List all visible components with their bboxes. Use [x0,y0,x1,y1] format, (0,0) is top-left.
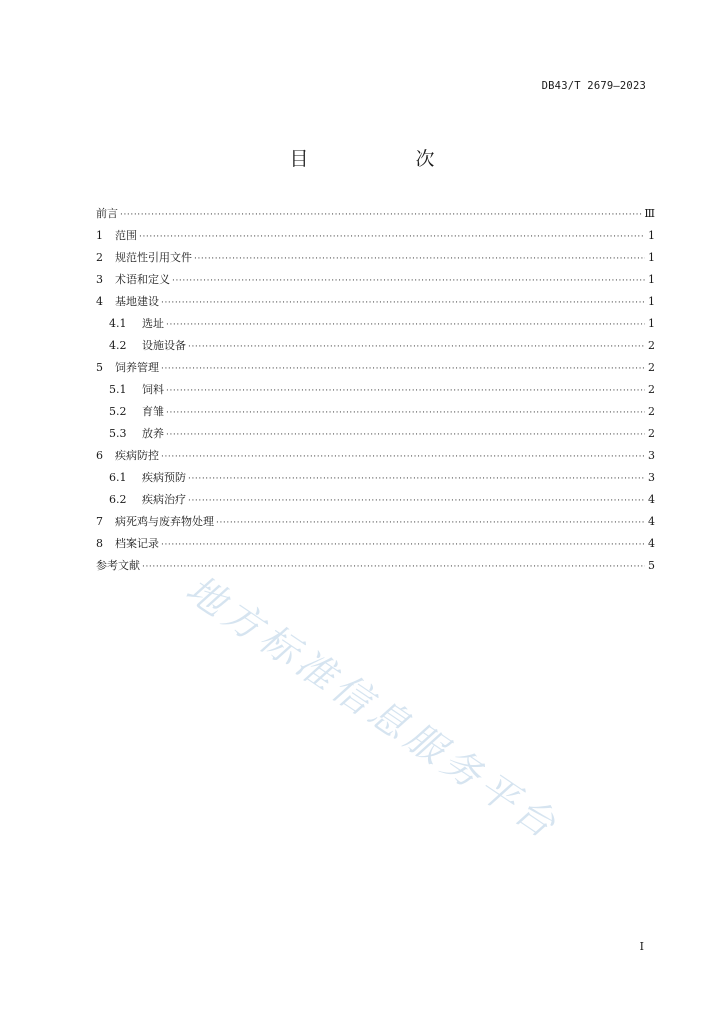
toc-entry-label: 选址 [142,317,164,330]
toc-entry-label: 病死鸡与废弃物处理 [115,515,214,528]
toc-entry-label: 术语和定义 [115,273,170,286]
dot-leader [194,248,645,270]
dot-leader [161,358,645,380]
toc-entry[interactable] [96,225,655,247]
dot-leader [188,490,645,512]
toc-entry[interactable] [96,401,655,423]
toc-entry-number: 7 [96,515,103,528]
toc-entry[interactable] [96,247,655,269]
toc-entry[interactable] [96,423,655,445]
dot-leader [216,512,645,534]
toc-entry-label: 育雏 [142,405,164,418]
toc-entry[interactable] [96,511,655,533]
toc-entry[interactable] [96,291,655,313]
toc-entry[interactable] [96,555,655,577]
toc-entry[interactable] [96,467,655,489]
dot-leader [161,534,645,556]
toc-entry-number: 6 [96,449,103,462]
toc-entry-page: 4 [648,515,655,528]
toc-entry-label: 疾病预防 [142,471,186,484]
toc-entry[interactable] [96,269,655,291]
toc-entry[interactable] [96,357,655,379]
toc-entry-page: 5 [648,559,655,572]
toc-title: 目 次 [289,148,479,170]
toc-entry-page: 1 [648,251,655,264]
toc-entry-number: 5.1 [109,383,127,396]
toc-entry-number: 4.2 [109,339,127,352]
toc-entry-page: 1 [648,317,655,330]
toc-entry-page: 3 [648,471,655,484]
dot-leader [120,204,642,226]
toc-entry[interactable] [96,533,655,555]
dot-leader [166,424,645,446]
toc-entry-label: 规范性引用文件 [115,251,192,264]
toc-entry-number: 5.3 [109,427,127,440]
toc-entry-number: 4 [96,295,103,308]
toc-entry-page: 1 [648,273,655,286]
toc-entry-page: Ⅲ [644,207,655,220]
toc-entry-page: 2 [648,361,655,374]
dot-leader [188,336,645,358]
toc-entry-page: 4 [648,537,655,550]
toc-entry-label: 设施设备 [142,339,186,352]
toc-entry[interactable] [96,379,655,401]
document-code: DB43/T 2679—2023 [541,80,646,92]
toc-entry-label: 疾病治疗 [142,493,186,506]
toc-entry-label: 基地建设 [115,295,159,308]
dot-leader [161,446,645,468]
dot-leader [139,226,645,248]
toc-entry[interactable] [96,335,655,357]
toc-entry[interactable] [96,489,655,511]
toc-entry-page: 2 [648,427,655,440]
toc-entry-number: 4.1 [109,317,127,330]
dot-leader [188,468,645,490]
page-number: I [639,940,644,953]
table-of-contents [96,203,655,577]
toc-entry-number: 5 [96,361,103,374]
dot-leader [166,314,645,336]
toc-entry-number: 1 [96,229,103,242]
toc-entry-page: 2 [648,405,655,418]
toc-entry-number: 6.1 [109,471,127,484]
toc-entry-number: 8 [96,537,103,550]
toc-entry-label: 前言 [96,207,118,220]
toc-entry-number: 5.2 [109,405,127,418]
toc-entry-page: 1 [648,229,655,242]
toc-entry-number: 6.2 [109,493,127,506]
toc-entry-page: 1 [648,295,655,308]
toc-entry-label: 饲养管理 [115,361,159,374]
dot-leader [161,292,645,314]
dot-leader [172,270,645,292]
dot-leader [166,402,645,424]
toc-entry-number: 2 [96,251,103,264]
toc-entry-page: 2 [648,339,655,352]
toc-entry[interactable] [96,203,655,225]
toc-entry-number: 3 [96,273,103,286]
watermark: 地方标准信息服务平台 [178,566,568,850]
toc-entry-label: 疾病防控 [115,449,159,462]
toc-entry[interactable] [96,313,655,335]
toc-entry[interactable] [96,445,655,467]
toc-entry-label: 范围 [115,229,137,242]
toc-entry-page: 4 [648,493,655,506]
dot-leader [166,380,645,402]
toc-entry-label: 饲料 [142,383,164,396]
toc-entry-label: 档案记录 [115,537,159,550]
toc-entry-page: 3 [648,449,655,462]
toc-entry-label: 放养 [142,427,164,440]
toc-entry-page: 2 [648,383,655,396]
toc-entry-label: 参考文献 [96,559,140,572]
